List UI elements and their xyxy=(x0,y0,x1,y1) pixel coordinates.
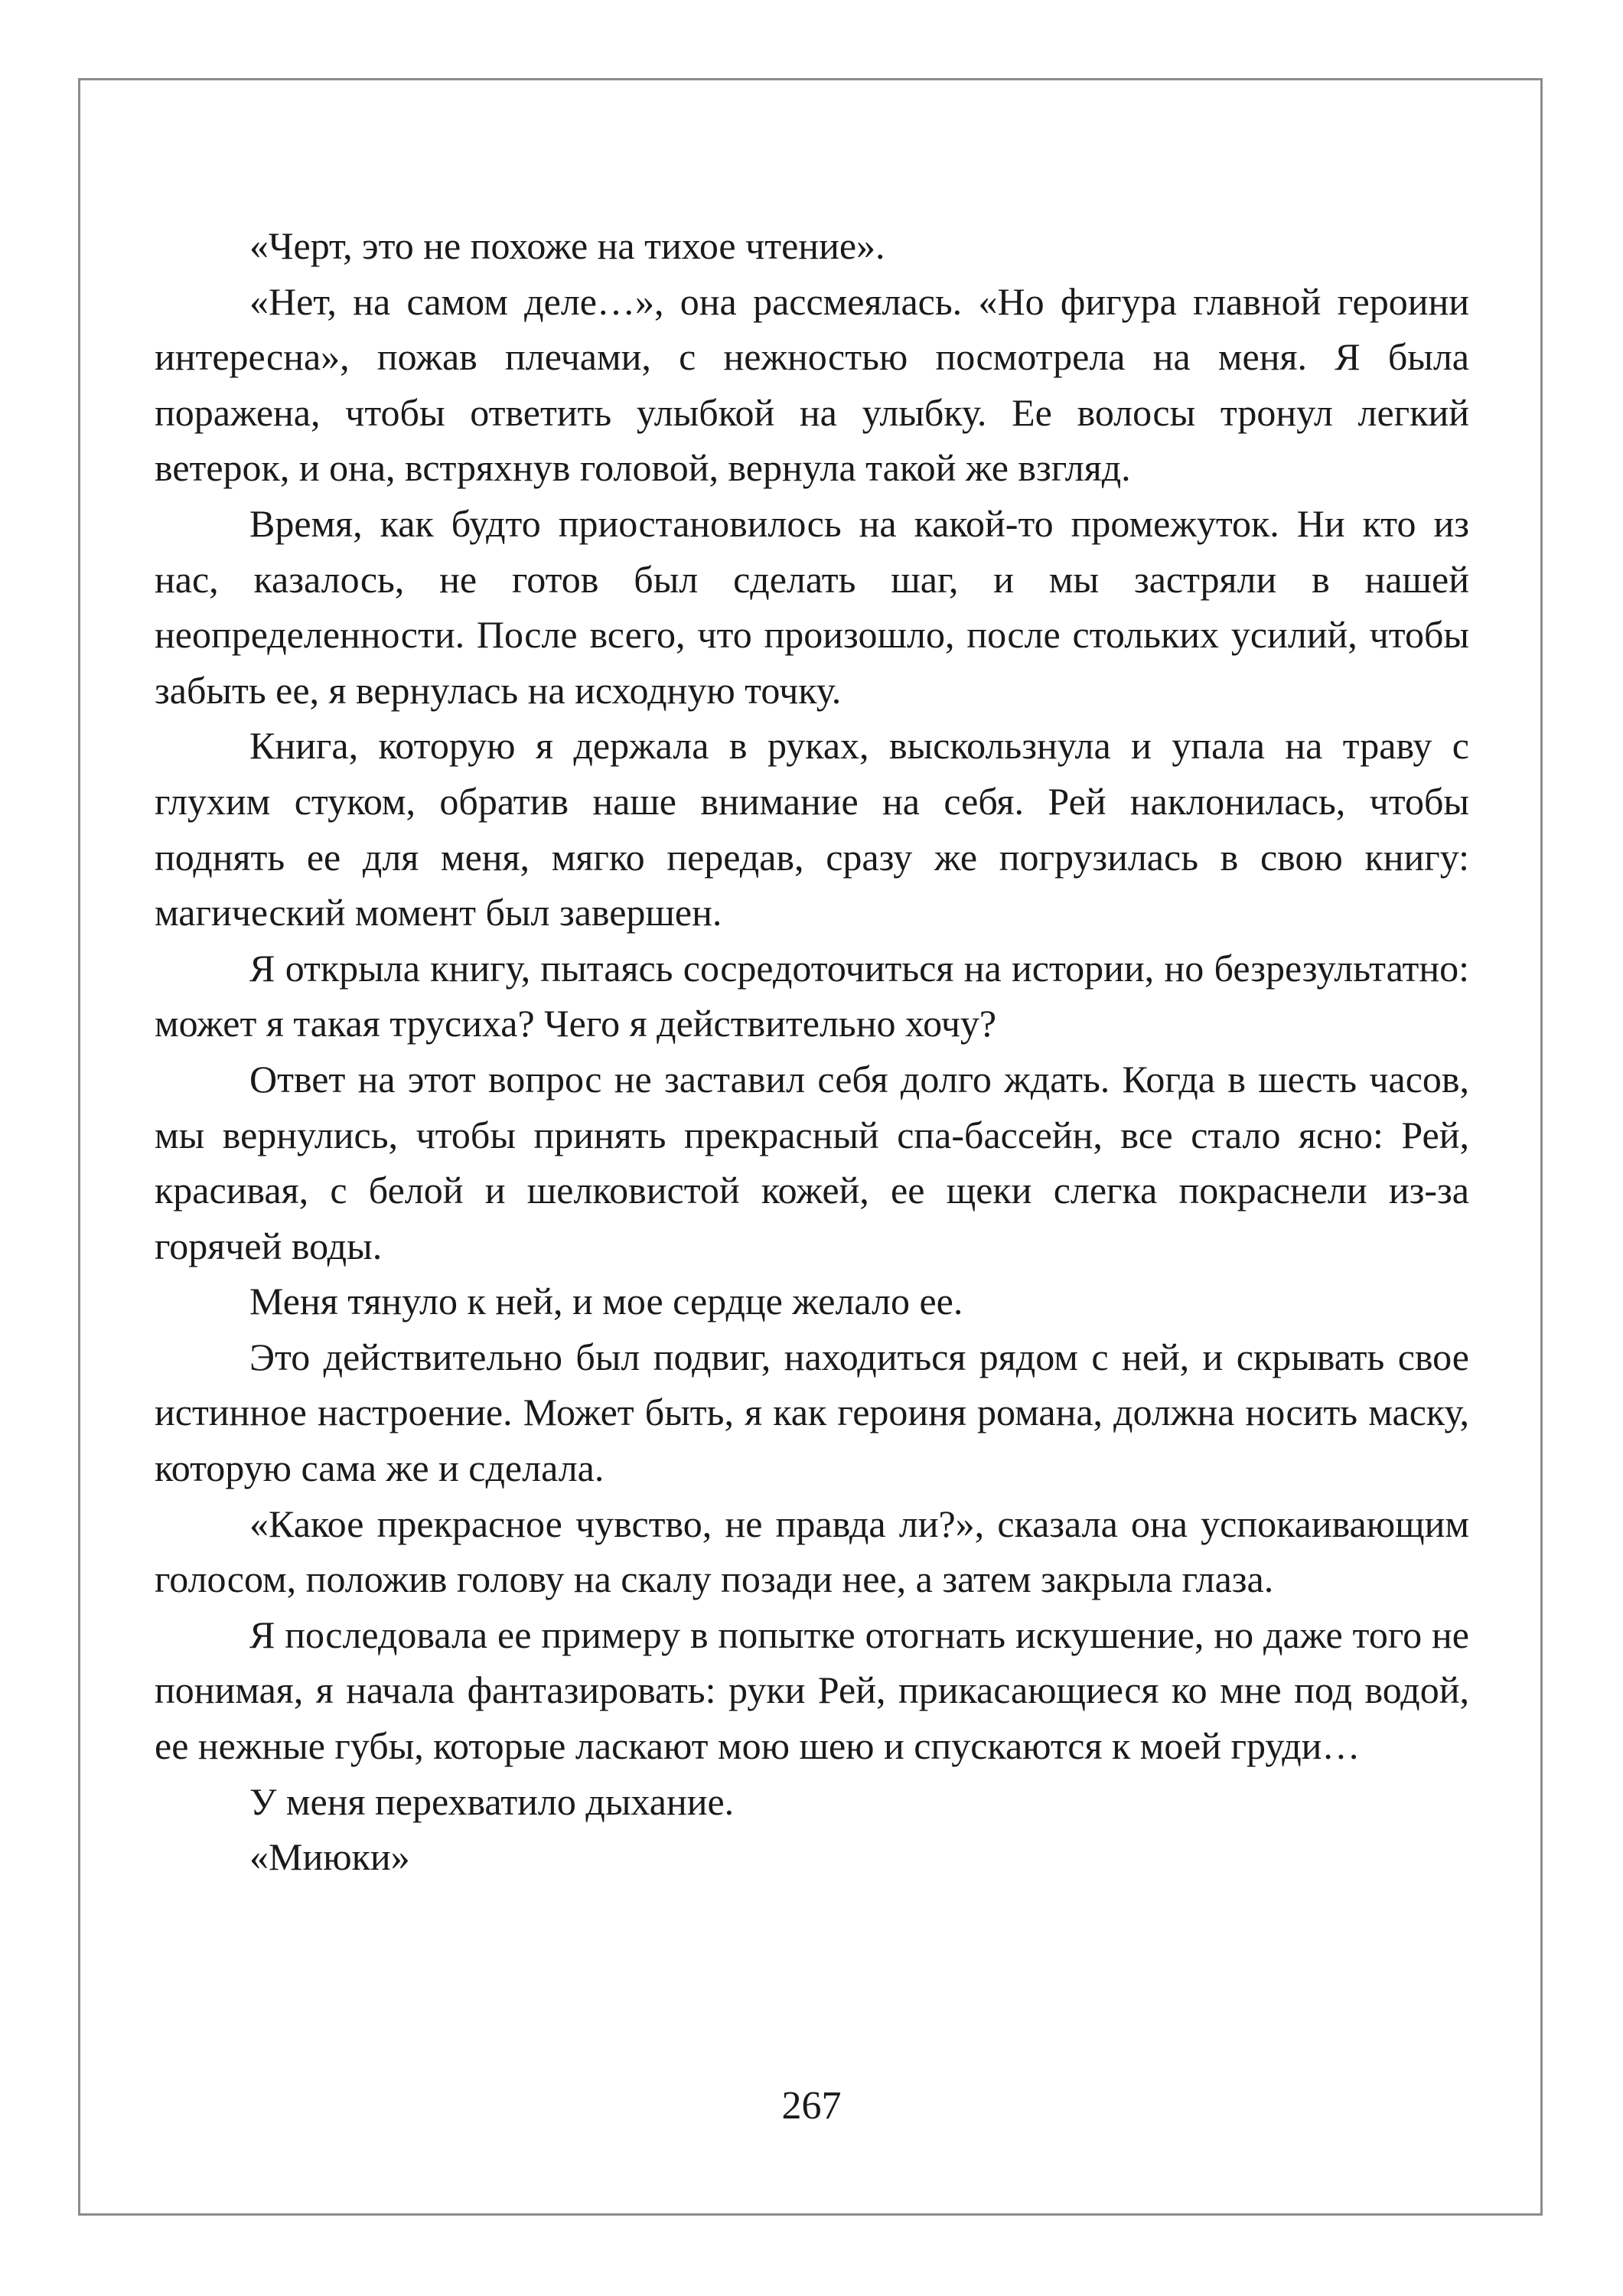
paragraph: «Какое прекрасное чувство, не правда ли?», сказала она успокаивающим голосом, положив голову на скалу позади нее, а затем закрыла глаза. xyxy=(155,1502,1469,1601)
paragraph: «Миюки» xyxy=(249,1835,410,1879)
paragraph: Это действительно был подвиг, находиться рядом с ней, и скрывать свое истинное настроение. Может быть, я как героиня романа, должна носить маску, которую сама же и сделала. xyxy=(155,1335,1469,1490)
paragraph: Меня тянуло к ней, и мое сердце желало ее. xyxy=(249,1280,963,1323)
paragraph: Я последовала ее примеру в попытке отогнать искушение, но даже того не понимая, я начала фантазировать: руки Рей, прикасающиеся ко мне под водой, ее нежные губы, которые ласкают мою шею и спускаются к моей груди… xyxy=(155,1613,1469,1768)
paragraph: Книга, которую я держала в руках, выскользнула и упала на траву с глухим стуком, обратив наше внимание на себя. Рей наклонилась, чтобы поднять ее для меня, мягко передав, сразу же погрузилась в свою книгу: магический момент был завершен. xyxy=(155,724,1469,934)
page-number: 267 xyxy=(781,2084,842,2128)
paragraph: Я открыла книгу, пытаясь сосредоточиться на истории, но безрезультатно: может я такая трусиха? Чего я действительно хочу? xyxy=(155,946,1469,1045)
paragraph: У меня перехватило дыхание. xyxy=(249,1779,735,1823)
paragraph: Ответ на этот вопрос не заставил себя долго ждать. Когда в шесть часов, мы вернулись, чтобы принять прекрасный спа-бассейн, все стало ясно: Рей, красивая, с белой и шелковистой кожей, ее щеки слегка покраснели из-за горячей воды. xyxy=(155,1057,1469,1267)
paragraph: «Черт, это не похоже на тихое чтение». xyxy=(249,224,885,267)
paragraph: «Нет, на самом деле…», она рассмеялась. «Но фигура главной героини интересна», пожав плечами, с нежностью посмотрела на меня. Я была поражена, чтобы ответить улыбкой на улыбку. Ее волосы тронул легкий ветерок, и она, встряхнув головой, вернула такой же взгляд. xyxy=(155,279,1469,490)
paragraph: Время, как будто приостановилось на какой-то промежуток. Ни кто из нас, казалось, не готов был сделать шаг, и мы застряли в нашей неопределенности. После всего, что произошло, после стольких усилий, чтобы забыть ее, я вернулась на исходную точку. xyxy=(155,501,1469,712)
body-text xyxy=(155,218,1469,1885)
